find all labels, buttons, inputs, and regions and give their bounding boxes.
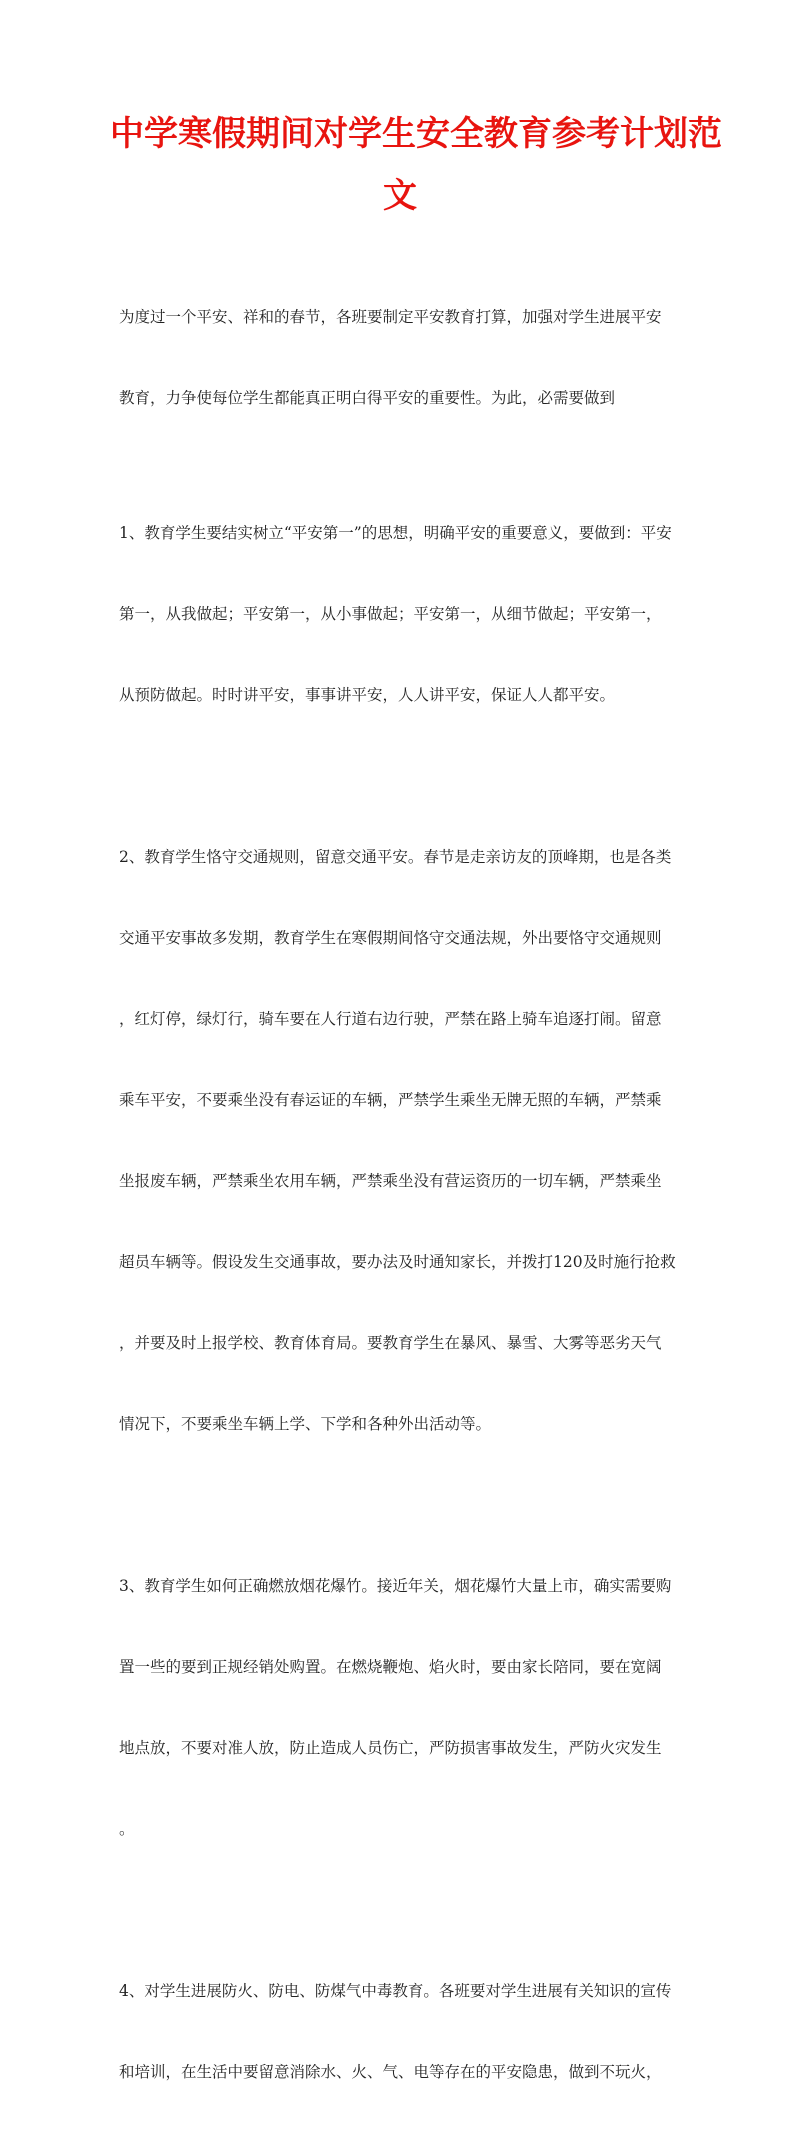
paragraph-1 [119,466,689,763]
text-line: 乘车平安，不要乘坐没有春运证的车辆，严禁学生乘坐无牌无照的车辆，严禁乘 [119,1091,662,1109]
paragraph-4 [119,1924,689,2140]
text-line: 3、教育学生如何正确燃放烟花爆竹。接近年关，烟花爆竹大量上市，确实需要购 [119,1577,672,1595]
title-line-2: 文 [383,176,417,216]
text-line: 坐报废车辆，严禁乘坐农用车辆，严禁乘坐没有营运资历的一切车辆，严禁乘坐 [119,1172,662,1190]
text-line: 为度过一个平安、祥和的春节，各班要制定平安教育打算，加强对学生进展平安 [119,308,662,326]
text-line: 2、教育学生恪守交通规则，留意交通平安。春节是走亲访友的顶峰期，也是各类 [119,848,672,866]
text-line: ，红灯停，绿灯行，骑车要在人行道右边行驶，严禁在路上骑车追逐打闹。留意 [119,1010,662,1028]
text-line: 第一，从我做起；平安第一，从小事做起；平安第一，从细节做起；平安第一， [119,605,662,623]
title-line-1: 中学寒假期间对学生安全教育参考计划范 [110,114,722,154]
text-line: 教育，力争使每位学生都能真正明白得平安的重要性。为此，必需要做到 [119,389,616,407]
document-body [119,250,689,2140]
text-line: 地点放，不要对准人放，防止造成人员伤亡，严防损害事故发生，严防火灾发生 [119,1739,662,1757]
text-line: 置一些的要到正规经销处购置。在燃烧鞭炮、焰火时，要由家长陪同，要在宽阔 [119,1658,662,1676]
text-line: ，并要及时上报学校、教育体育局。要教育学生在暴风、暴雪、大雾等恶劣天气 [119,1334,662,1352]
paragraph-3 [119,1519,689,1897]
text-line: 情况下，不要乘坐车辆上学、下学和各种外出活动等。 [119,1415,492,1433]
text-line: 。 [119,1820,135,1838]
paragraph-2 [119,790,689,1492]
paragraph-intro [119,250,689,466]
text-line: 4、对学生进展防火、防电、防煤气中毒教育。各班要对学生进展有关知识的宣传 [119,1982,672,2000]
text-line: 和培训，在生活中要留意消除水、火、气、电等存在的平安隐患，做到不玩火， [119,2063,662,2081]
text-line: 交通平安事故多发期，教育学生在寒假期间恪守交通法规，外出要恪守交通规则 [119,929,662,947]
text-line: 超员车辆等。假设发生交通事故，要办法及时通知家长，并拨打120及时施行抢救 [119,1253,676,1271]
text-line: 从预防做起。时时讲平安，事事讲平安，人人讲平安，保证人人都平安。 [119,686,616,704]
document-title [110,103,722,227]
text-line: 1、教育学生要结实树立“平安第一”的思想，明确平安的重要意义，要做到：平安 [119,524,672,542]
